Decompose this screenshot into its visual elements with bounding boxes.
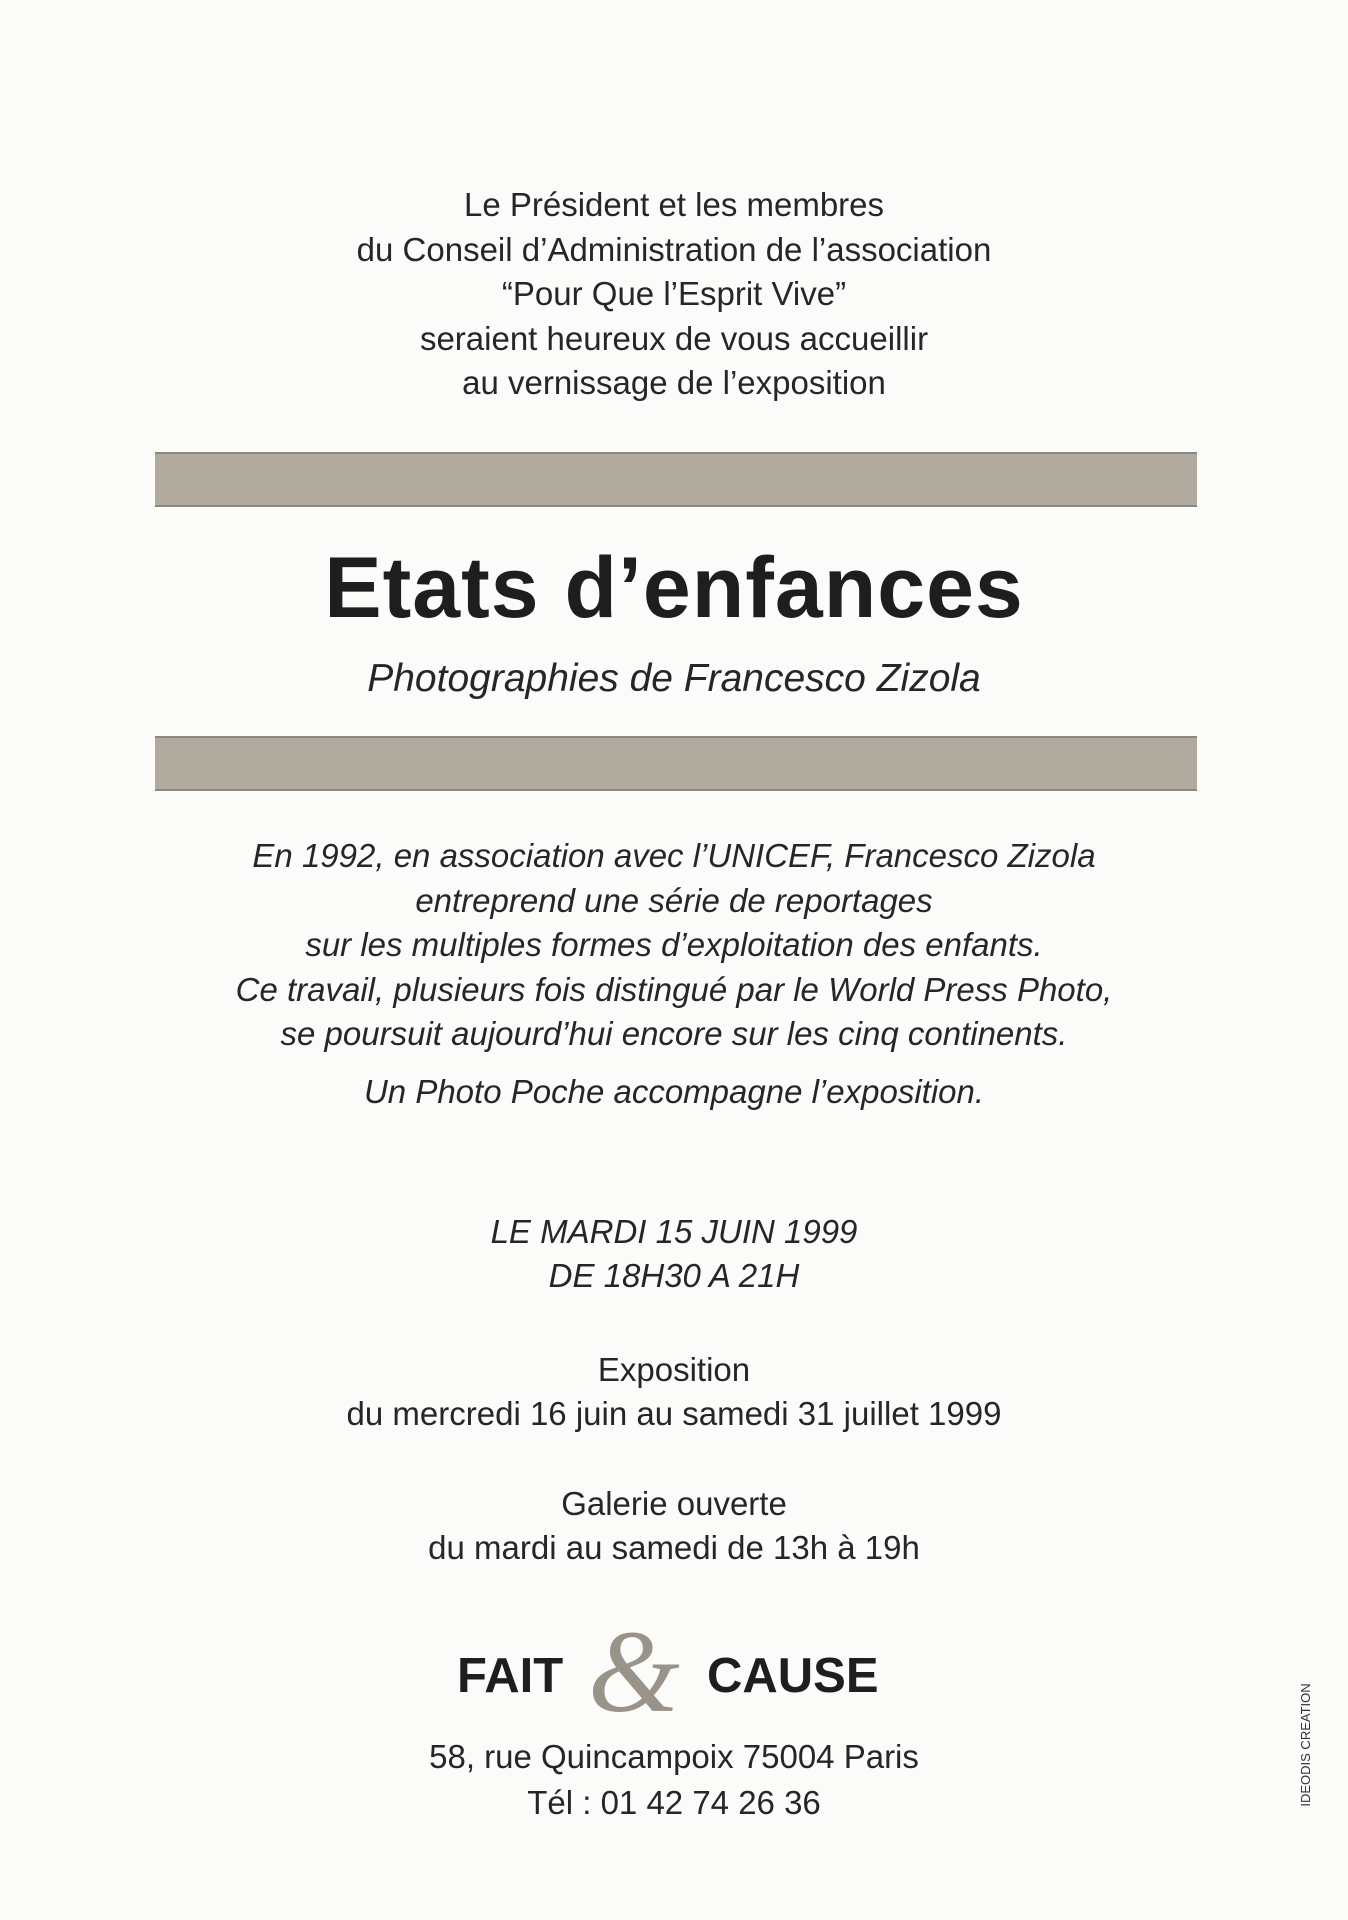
description-line: se poursuit aujourd’hui encore sur les cinq continents.: [280, 1015, 1068, 1052]
description-line: En 1992, en association avec l’UNICEF, Francesco Zizola: [252, 837, 1096, 874]
gallery-info: [0, 1482, 1348, 1570]
fait-cause-logo: [0, 1606, 1348, 1737]
intro-line: Le Président et les membres: [463, 186, 885, 223]
address-phone: Tél : 01 42 74 26 36: [527, 1784, 821, 1821]
exposition-dates: du mercredi 16 juin au samedi 31 juillet 1999: [346, 1395, 1002, 1432]
opening-time: DE 18H30 A 21H: [548, 1257, 800, 1294]
design-credit-text: IDEODIS CREATION: [1298, 1683, 1313, 1807]
opening-info: [0, 1210, 1348, 1298]
intro-line: au vernissage de l’exposition: [462, 364, 886, 401]
intro-line: “Pour Que l’Esprit Vive”: [501, 275, 847, 312]
gallery-hours: du mardi au samedi de 13h à 19h: [428, 1529, 920, 1566]
description-line: entreprend une série de reportages: [415, 881, 933, 919]
description-note: Un Photo Poche accompagne l’exposition.: [363, 1073, 985, 1110]
exposition-info: [0, 1348, 1348, 1436]
description-text: [0, 834, 1348, 1057]
description-line: Ce travail, plusieurs fois distingué par le World Press Photo,: [235, 970, 1113, 1008]
decorative-band-top: [155, 452, 1197, 507]
intro-line: du Conseil d’Administration de l’association: [356, 230, 992, 268]
description-line: sur les multiples formes d’exploitation des enfants.: [305, 926, 1043, 963]
exposition-label: Exposition: [597, 1351, 751, 1388]
logo-word-right: CAUSE: [707, 1649, 879, 1703]
address-info: [0, 1734, 1348, 1826]
logo-ampersand: &: [588, 1606, 680, 1737]
design-credit: [1296, 1670, 1316, 1820]
opening-date: LE MARDI 15 JUIN 1999: [490, 1213, 858, 1250]
gallery-label: Galerie ouverte: [561, 1485, 787, 1522]
intro-text: [0, 183, 1348, 406]
decorative-band-bottom: [155, 736, 1197, 791]
logo-word-left: FAIT: [457, 1649, 564, 1703]
exhibition-subtitle: Photographies de Francesco Zizola: [367, 657, 981, 700]
address-street: 58, rue Quincampoix 75004 Paris: [429, 1738, 919, 1775]
exhibition-title: Etats d’enfances: [324, 540, 1024, 636]
intro-line: seraient heureux de vous accueillir: [419, 319, 929, 357]
